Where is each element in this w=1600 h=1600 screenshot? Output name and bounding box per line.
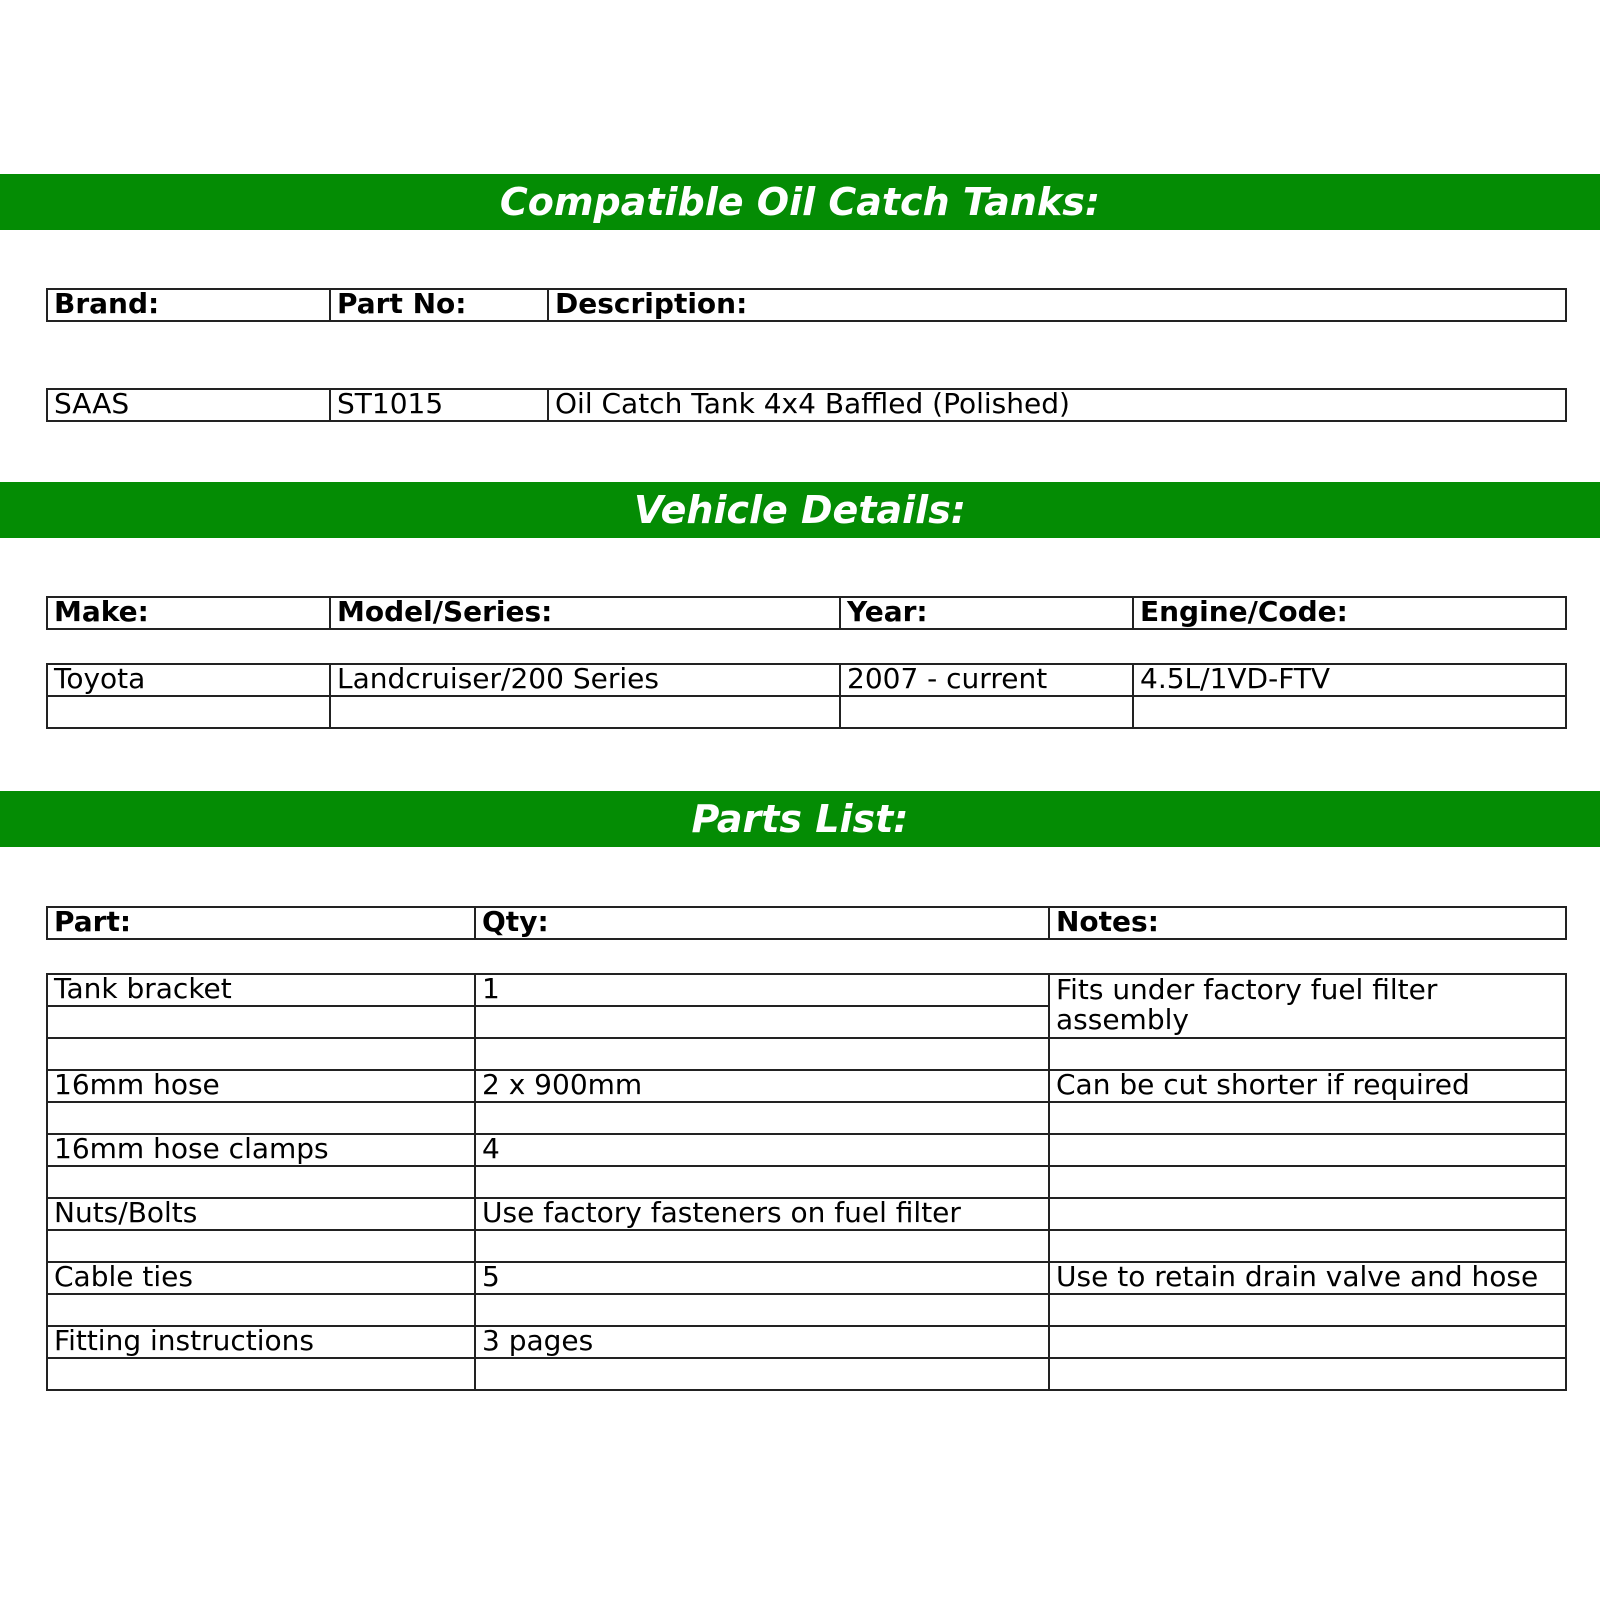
- cell-notes: Fits under factory fuel filter assembly: [1049, 974, 1566, 1038]
- cell-qty: [475, 1358, 1049, 1390]
- cell-qty: [475, 1294, 1049, 1326]
- parts-table: [46, 973, 1567, 1391]
- cell-notes: [1049, 1326, 1566, 1358]
- table-header-row: [47, 289, 1566, 321]
- tanks-table: [46, 388, 1567, 422]
- vehicle-table: [46, 663, 1567, 729]
- cell-notes: [1049, 1134, 1566, 1166]
- table-row: [47, 696, 1566, 728]
- header-brand: Brand:: [47, 289, 330, 321]
- cell-notes: [1049, 1038, 1566, 1070]
- cell-qty: [475, 1006, 1049, 1038]
- cell-qty: [475, 1102, 1049, 1134]
- table-header-row: [47, 597, 1566, 629]
- table-row: [47, 1230, 1566, 1262]
- cell-part: Cable ties: [47, 1262, 475, 1294]
- cell-notes: [1049, 1230, 1566, 1262]
- header-qty: Qty:: [475, 907, 1049, 939]
- cell-part: [47, 1166, 475, 1198]
- table-row: [47, 1358, 1566, 1390]
- cell-part: [47, 1230, 475, 1262]
- cell-part: Fitting instructions: [47, 1326, 475, 1358]
- cell-brand: SAAS: [47, 389, 330, 421]
- vehicle-header-table: [46, 596, 1567, 630]
- cell-notes: [1049, 1102, 1566, 1134]
- table-header-row: [47, 907, 1566, 939]
- header-model-series: Model/Series:: [330, 597, 840, 629]
- cell-part: [47, 1102, 475, 1134]
- cell-qty: 4: [475, 1134, 1049, 1166]
- table-row: [47, 1326, 1566, 1358]
- section-header-vehicle: Vehicle Details:: [0, 482, 1600, 538]
- cell-make: [47, 696, 330, 728]
- cell-notes: [1049, 1358, 1566, 1390]
- cell-model-series: Landcruiser/200 Series: [330, 664, 840, 696]
- cell-notes: Can be cut shorter if required: [1049, 1070, 1566, 1102]
- table-row: [47, 664, 1566, 696]
- cell-qty: [475, 1166, 1049, 1198]
- table-row: [47, 1166, 1566, 1198]
- table-row: [47, 1134, 1566, 1166]
- cell-qty: Use factory fasteners on fuel filter: [475, 1198, 1049, 1230]
- parts-header-table: [46, 906, 1567, 940]
- table-row: [47, 1070, 1566, 1102]
- table-row: [47, 389, 1566, 421]
- cell-year: 2007 - current: [840, 664, 1133, 696]
- cell-description: Oil Catch Tank 4x4 Baffled (Polished): [548, 389, 1566, 421]
- cell-part: Tank bracket: [47, 974, 475, 1006]
- tanks-header-table: [46, 288, 1567, 322]
- table-row: [47, 1294, 1566, 1326]
- table-row: [47, 974, 1566, 1006]
- cell-part: [47, 1038, 475, 1070]
- cell-notes: [1049, 1198, 1566, 1230]
- cell-part: Nuts/Bolts: [47, 1198, 475, 1230]
- cell-part: 16mm hose clamps: [47, 1134, 475, 1166]
- header-engine-code: Engine/Code:: [1133, 597, 1566, 629]
- cell-engine-code: 4.5L/1VD-FTV: [1133, 664, 1566, 696]
- table-row: [47, 1262, 1566, 1294]
- header-description: Description:: [548, 289, 1566, 321]
- cell-part: [47, 1006, 475, 1038]
- cell-part-no: ST1015: [330, 389, 548, 421]
- header-make: Make:: [47, 597, 330, 629]
- cell-notes: Use to retain drain valve and hose: [1049, 1262, 1566, 1294]
- cell-qty: 2 x 900mm: [475, 1070, 1049, 1102]
- cell-qty: [475, 1230, 1049, 1262]
- header-year: Year:: [840, 597, 1133, 629]
- cell-qty: 1: [475, 974, 1049, 1006]
- cell-qty: 3 pages: [475, 1326, 1049, 1358]
- cell-qty: 5: [475, 1262, 1049, 1294]
- cell-notes: [1049, 1166, 1566, 1198]
- cell-part: [47, 1358, 475, 1390]
- cell-part: [47, 1294, 475, 1326]
- header-notes: Notes:: [1049, 907, 1566, 939]
- cell-make: Toyota: [47, 664, 330, 696]
- cell-engine-code: [1133, 696, 1566, 728]
- table-row: [47, 1102, 1566, 1134]
- table-row: [47, 1198, 1566, 1230]
- section-header-tanks: Compatible Oil Catch Tanks:: [0, 174, 1600, 230]
- table-row: [47, 1038, 1566, 1070]
- cell-notes: [1049, 1294, 1566, 1326]
- cell-model-series: [330, 696, 840, 728]
- cell-qty: [475, 1038, 1049, 1070]
- header-part-no: Part No:: [330, 289, 548, 321]
- section-header-parts: Parts List:: [0, 791, 1600, 847]
- cell-year: [840, 696, 1133, 728]
- cell-part: 16mm hose: [47, 1070, 475, 1102]
- header-part: Part:: [47, 907, 475, 939]
